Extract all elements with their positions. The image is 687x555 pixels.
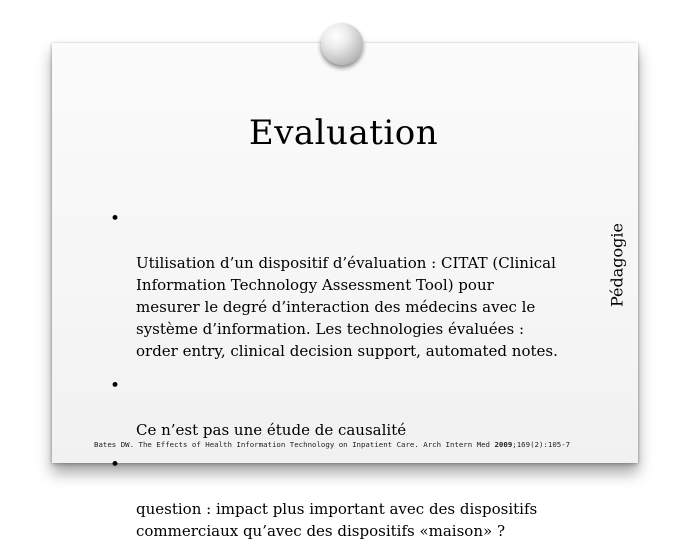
citation-reference [94, 440, 570, 449]
bullet-item [108, 208, 608, 362]
bullet-text: Ce n’est pas une étude de causalité [136, 421, 407, 439]
bullet-icon: • [110, 455, 121, 475]
pushpin-icon [321, 23, 363, 65]
bullet-icon: • [110, 376, 121, 396]
bullet-item [108, 454, 608, 542]
citation-authors-title: Bates DW. The Effects of Health Information Technology on Inpatient Care. Arch Intern Med [94, 440, 495, 449]
side-category-label: Pédagogie [607, 223, 627, 307]
bullet-icon: • [110, 209, 121, 229]
citation-volume-pages: ;169(2):105-7 [512, 440, 571, 449]
bullet-text: question : impact plus important avec des dispositifs commerciaux qu’avec des dispositifs «maison» ? [136, 500, 538, 540]
citation-year: 2009 [494, 440, 513, 449]
slide-title: Evaluation [248, 113, 439, 153]
bullet-item [108, 375, 608, 441]
bullet-text: Utilisation d’un dispositif d’évaluation : CITAT (Clinical Information Technology Assessment Tool) pour mesurer le degré d’interaction des médecins avec le système d’information. Les technologies évaluées : order entry, clinical decision support, automated notes. [136, 254, 558, 360]
bullet-list [108, 208, 608, 555]
